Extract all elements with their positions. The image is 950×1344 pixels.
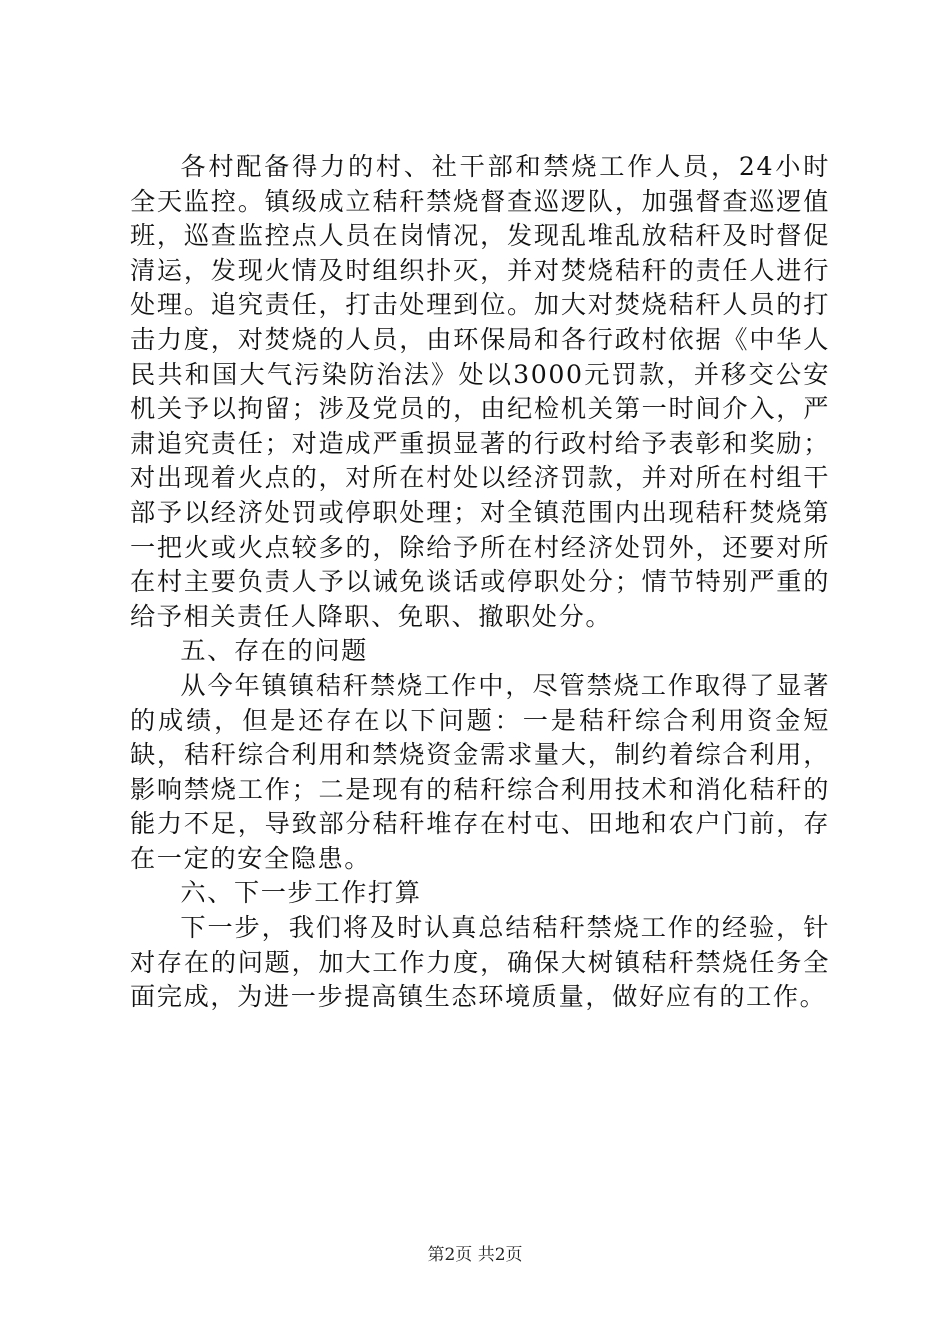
- page-number-footer: 第2页 共2页: [427, 1245, 523, 1265]
- section-heading-next-steps: 六、下一步工作打算: [180, 878, 422, 908]
- document-body: [130, 150, 830, 1015]
- section-heading-problems: 五、存在的问题: [180, 636, 368, 666]
- paragraph-next-steps: 下一步，我们将及时认真总结秸秆禁烧工作的经验，针对存在的问题，加大工作力度，确保大树镇秸秆禁烧任务全面完成，为进一步提高镇生态环境质量，做好应有的工作。: [130, 913, 830, 1012]
- paragraph-accountability: 各村配备得力的村、社干部和禁烧工作人员，24小时全天监控。镇级成立秸秆禁烧督查巡逻队，加强督查巡逻值班，巡查监控点人员在岗情况，发现乱堆乱放秸秆及时督促清运，发现火情及时组织扑灭，并对焚烧秸秆的责任人进行处理。追究责任，打击处理到位。加大对焚烧秸秆人员的打击力度，对焚烧的人员，由环保局和各行政村依据《中华人民共和国大气污染防治法》处以3000元罚款，并移交公安机关予以拘留；涉及党员的，由纪检机关第一时间介入，严肃追究责任；对造成严重损显著的行政村给予表彰和奖励；对出现着火点的，对所在村处以经济罚款，并对所在村组干部予以经济处罚或停职处理；对全镇范围内出现秸秆焚烧第一把火或火点较多的，除给予所在村经济处罚外，还要对所在村主要负责人予以诫免谈话或停职处分；情节特别严重的给予相关责任人降职、免职、撤职处分。: [130, 152, 830, 631]
- paragraph-problems: 从今年镇镇秸秆禁烧工作中，尽管禁烧工作取得了显著的成绩，但是还存在以下问题：一是秸秆综合利用资金短缺，秸秆综合利用和禁烧资金需求量大，制约着综合利用，影响禁烧工作；二是现有的秸秆综合利用技术和消化秸秆的能力不足，导致部分秸秆堆存在村屯、田地和农户门前，存在一定的安全隐患。: [130, 670, 830, 873]
